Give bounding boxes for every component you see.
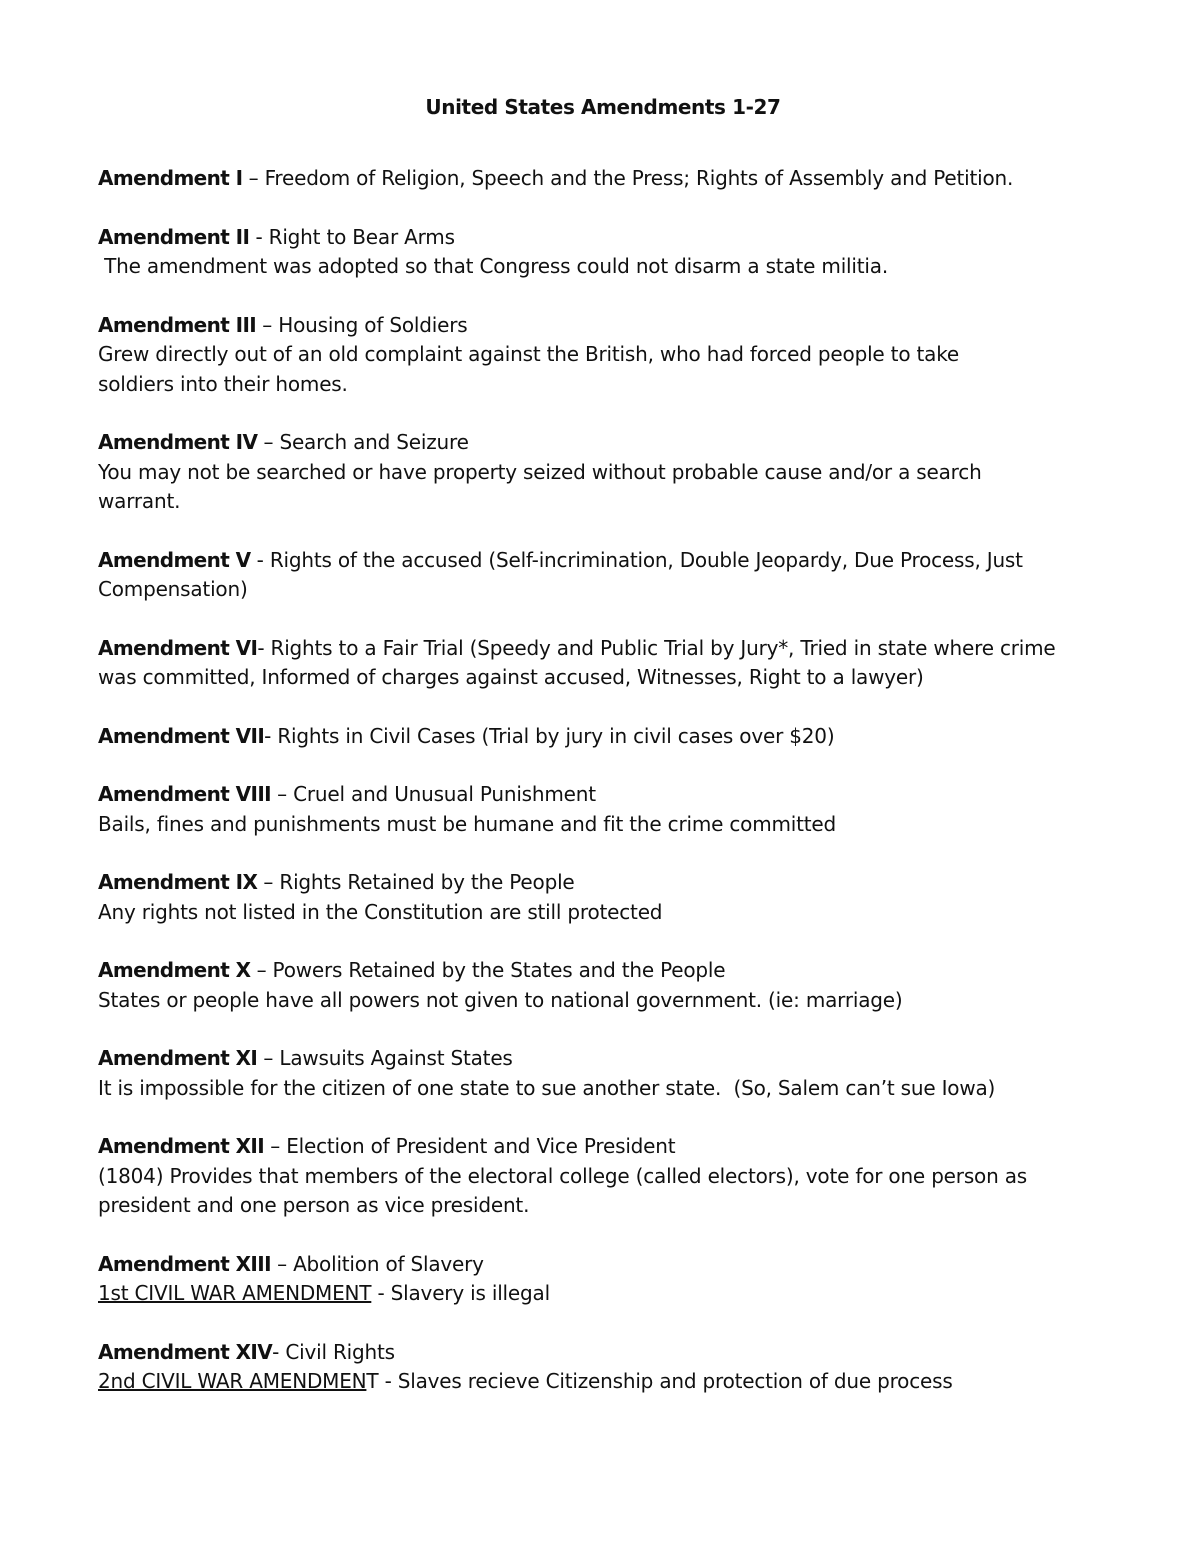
- amendment-heading: [98, 722, 1108, 752]
- amendment-9: [98, 868, 1108, 927]
- amendment-title: - Rights in Civil Cases (Trial by jury in civil cases over $20): [264, 723, 835, 748]
- amendment-note: T - Slaves recieve Citizenship and protection of due process: [366, 1369, 953, 1393]
- amendment-heading: [98, 164, 1108, 194]
- amendment-description: (1804) Provides that members of the electoral college (called electors), vote for one person as president and one person as vice president.: [98, 1163, 1027, 1217]
- amendment-title: – Rights Retained by the People: [257, 870, 575, 894]
- amendment-10: [98, 956, 1108, 1015]
- amendment-label: Amendment II: [98, 224, 250, 249]
- amendment-heading: [98, 868, 1108, 898]
- amendment-7: [98, 722, 1108, 752]
- amendment-description: You may not be searched or have property seized without probable cause and/or a search warrant.: [98, 459, 982, 513]
- amendment-label: Amendment IX: [98, 870, 258, 894]
- amendment-label: Amendment XIII: [98, 1251, 271, 1276]
- amendment-label: Amendment III: [98, 312, 257, 337]
- amendment-heading: [98, 1132, 1108, 1162]
- amendment-note: - Slavery is illegal: [371, 1281, 550, 1305]
- amendment-heading: [98, 428, 1108, 458]
- civil-war-amendment-label: 2nd CIVIL WAR AMENDMEN: [98, 1369, 367, 1393]
- amendment-description: [98, 1367, 1108, 1397]
- amendment-description: The amendment was adopted so that Congress could not disarm a state militia.: [98, 254, 888, 278]
- amendment-label: Amendment X: [98, 958, 251, 982]
- amendment-heading: [98, 634, 1078, 693]
- amendment-title: - Rights of the accused (Self-incrimination, Double Jeopardy, Due Process, Just Compensation): [98, 547, 1023, 601]
- amendment-description: Bails, fines and punishments must be humane and fit the crime committed: [98, 811, 837, 836]
- amendment-heading: [98, 780, 1108, 810]
- amendment-heading: [98, 956, 1108, 986]
- document-title: United States Amendments 1-27: [425, 95, 781, 119]
- amendment-title: – Powers Retained by the States and the People: [250, 958, 726, 982]
- amendment-label: Amendment VII: [98, 723, 265, 748]
- amendment-label: Amendment IV: [98, 430, 258, 454]
- amendment-title: – Cruel and Unusual Punishment: [271, 782, 596, 806]
- amendment-13: [98, 1250, 1108, 1309]
- amendment-heading: [98, 311, 1108, 341]
- amendment-title: - Right to Bear Arms: [249, 224, 455, 249]
- amendment-2: [98, 223, 1108, 282]
- amendment-label: Amendment VIII: [98, 782, 272, 806]
- amendment-3: [98, 311, 1108, 400]
- amendment-heading: [98, 1250, 1108, 1280]
- civil-war-amendment-label: 1st CIVIL WAR AMENDMENT: [98, 1281, 372, 1305]
- amendment-label: Amendment VI: [98, 635, 258, 660]
- amendment-title: – Search and Seizure: [257, 430, 469, 454]
- amendment-label: Amendment I: [98, 166, 243, 190]
- amendment-title: – Election of President and Vice President: [264, 1134, 676, 1158]
- amendment-description: It is impossible for the citizen of one state to sue another state. (So, Salem can’t sue Iowa): [98, 1075, 996, 1100]
- amendment-11: [98, 1044, 1108, 1103]
- amendment-description: States or people have all powers not given to national government. (ie: marriage): [98, 987, 903, 1012]
- amendment-heading: [98, 223, 1108, 253]
- amendment-8: [98, 780, 1108, 839]
- amendment-label: Amendment XII: [98, 1134, 265, 1158]
- amendment-4: [98, 428, 1108, 517]
- amendment-title: - Civil Rights: [272, 1339, 395, 1364]
- amendment-6: [98, 634, 1108, 693]
- document-page: [98, 92, 1108, 1426]
- amendment-12: [98, 1132, 1108, 1221]
- amendment-title: – Freedom of Religion, Speech and the Press; Rights of Assembly and Petition.: [242, 166, 1014, 190]
- amendment-label: Amendment V: [98, 547, 251, 572]
- amendment-title: – Abolition of Slavery: [270, 1251, 484, 1276]
- amendment-heading: [98, 1338, 1108, 1368]
- amendment-description: Grew directly out of an old complaint against the British, who had forced people to take soldiers into their homes.: [98, 342, 959, 396]
- amendment-5: [98, 546, 1108, 605]
- amendment-title: – Lawsuits Against States: [257, 1046, 513, 1070]
- amendment-title: - Rights to a Fair Trial (Speedy and Public Trial by Jury*, Tried in state where crime was committed, Informed of charges against accused, Witnesses, Right to a lawyer): [98, 635, 1056, 689]
- amendment-description: Any rights not listed in the Constitution are still protected: [98, 899, 663, 924]
- amendment-heading: [98, 546, 1098, 605]
- amendment-label: Amendment XI: [98, 1046, 258, 1070]
- amendment-description: [98, 1279, 1108, 1309]
- amendment-14: [98, 1338, 1108, 1397]
- amendment-label: Amendment XIV: [98, 1339, 273, 1364]
- amendment-title: – Housing of Soldiers: [256, 312, 468, 337]
- amendment-heading: [98, 1044, 1108, 1074]
- amendment-1: [98, 164, 1108, 194]
